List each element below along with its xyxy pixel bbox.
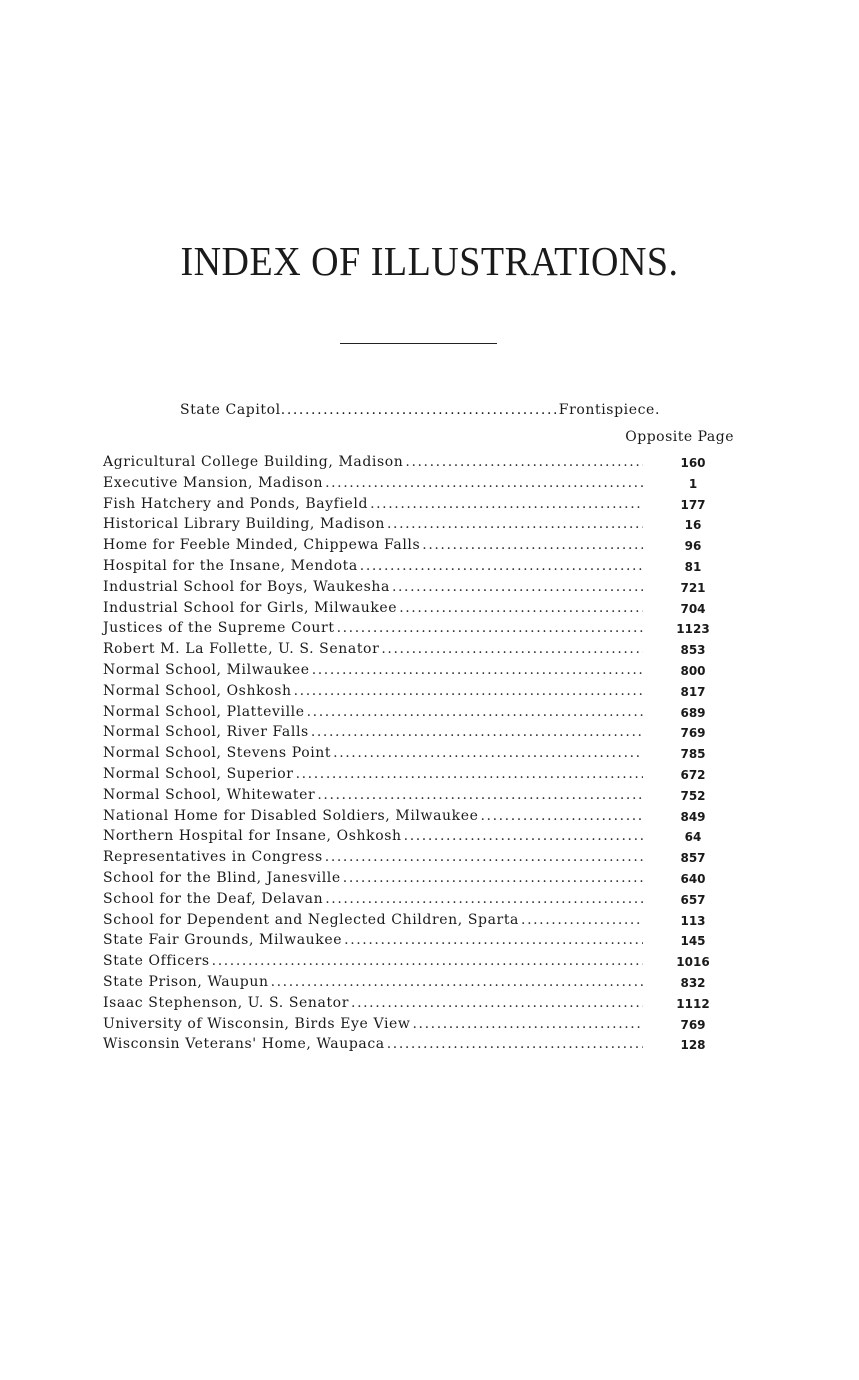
dot-leader <box>212 953 643 969</box>
index-entry <box>103 766 643 786</box>
index-entry <box>103 683 643 703</box>
entry-page-number: 849 <box>680 809 706 824</box>
dot-leader <box>344 932 643 948</box>
entry-label: Hospital for the Insane, Mendota <box>103 558 358 574</box>
dot-leader <box>387 1036 643 1052</box>
index-entry <box>103 891 643 911</box>
entry-label: School for Dependent and Neglected Children, Sparta <box>103 911 520 928</box>
dot-leader <box>480 808 643 824</box>
entry-label: Normal School, Oshkosh <box>103 682 292 699</box>
index-entry <box>103 662 643 682</box>
index-entry <box>103 516 643 536</box>
index-entry <box>103 995 643 1015</box>
index-entry <box>103 641 643 661</box>
entry-page-number: 689 <box>680 705 706 720</box>
dot-leader <box>351 995 643 1011</box>
title-divider <box>340 343 497 344</box>
entry-label: State Fair Grounds, Milwaukee <box>103 932 343 949</box>
entry-page-number: 1123 <box>676 622 710 637</box>
entry-label: Wisconsin Veterans' Home, Waupaca <box>103 1036 385 1053</box>
index-entry <box>103 537 643 557</box>
dot-leader <box>404 828 643 844</box>
entry-label: National Home for Disabled Soldiers, Milwaukee <box>103 807 479 824</box>
entry-label: State Prison, Waupun <box>103 974 269 990</box>
entry-page-number: 657 <box>680 892 706 907</box>
entry-label: Fish Hatchery and Ponds, Bayfield <box>103 495 369 512</box>
index-entry <box>103 828 643 848</box>
entry-label: Representatives in Congress <box>103 849 323 866</box>
dot-leader <box>325 891 643 907</box>
index-entry <box>103 953 643 973</box>
index-entry <box>103 808 643 828</box>
dot-leader <box>325 475 643 491</box>
frontispiece-entry <box>180 402 660 418</box>
dot-leader <box>381 641 643 657</box>
entry-page-number: 785 <box>680 747 706 762</box>
dot-leader <box>281 402 559 418</box>
entry-page-number: 769 <box>680 1017 706 1032</box>
dot-leader <box>333 745 643 761</box>
dot-leader <box>311 724 643 740</box>
dot-leader <box>294 683 643 699</box>
dot-leader <box>370 496 643 512</box>
frontispiece-value: Frontispiece. <box>558 402 660 418</box>
entry-page-number: 16 <box>684 518 702 533</box>
index-entry <box>103 974 643 994</box>
dot-leader <box>296 766 643 782</box>
index-entry <box>103 579 643 599</box>
column-header: Opposite Page <box>625 429 734 445</box>
entry-page-number: 857 <box>680 851 706 866</box>
index-entry <box>103 1036 643 1056</box>
entry-page-number: 800 <box>680 664 706 678</box>
index-entry <box>103 912 643 932</box>
entry-page-number: 1 <box>688 476 698 491</box>
entry-page-number: 96 <box>684 539 702 554</box>
entry-page-number: 832 <box>680 976 706 990</box>
index-entry <box>103 475 643 495</box>
dot-leader <box>337 620 643 636</box>
entry-page-number: 640 <box>680 872 706 886</box>
entry-page-number: 672 <box>680 768 706 782</box>
entry-page-number: 1112 <box>676 996 710 1011</box>
entry-label: Normal School, Stevens Point <box>103 745 332 762</box>
entry-label: School for the Deaf, Delavan <box>103 890 324 907</box>
entry-label: Home for Feeble Minded, Chippewa Falls <box>103 537 421 554</box>
entry-page-number: 853 <box>680 643 706 658</box>
entry-label: Industrial School for Girls, Milwaukee <box>103 599 398 616</box>
entry-label: Historical Library Building, Madison <box>103 516 385 533</box>
entry-label: Normal School, Whitewater <box>103 786 316 803</box>
dot-leader <box>413 1016 644 1032</box>
entry-page-number: 160 <box>680 456 706 470</box>
entry-page-number: 145 <box>680 934 706 949</box>
dot-leader <box>387 516 643 532</box>
index-entry <box>103 870 643 890</box>
entry-label: University of Wisconsin, Birds Eye View <box>103 1015 411 1032</box>
index-entry <box>103 600 643 620</box>
entry-label: Isaac Stephenson, U. S. Senator <box>103 994 350 1011</box>
entry-page-number: 113 <box>680 913 706 928</box>
entry-label: Normal School, Platteville <box>103 703 305 720</box>
entry-label: Northern Hospital for Insane, Oshkosh <box>103 828 402 845</box>
entry-page-number: 704 <box>680 601 706 616</box>
index-entry <box>103 745 643 765</box>
dot-leader <box>317 787 643 803</box>
dot-leader <box>392 579 643 595</box>
dot-leader <box>312 662 643 678</box>
index-entry <box>103 496 643 516</box>
page-title: INDEX OF ILLUSTRATIONS. <box>180 239 679 285</box>
entry-label: School for the Blind, Janesville <box>103 870 341 886</box>
frontispiece-label: State Capitol <box>180 402 281 418</box>
entry-page-number: 817 <box>680 684 706 699</box>
entry-label: Robert M. La Follette, U. S. Senator <box>103 641 380 658</box>
entry-page-number: 1016 <box>676 955 710 970</box>
entry-label: Executive Mansion, Madison <box>103 474 324 491</box>
entry-label: Normal School, River Falls <box>103 724 309 741</box>
entry-page-number: 64 <box>684 830 702 845</box>
entry-page-number: 721 <box>680 580 706 595</box>
dot-leader <box>360 558 643 574</box>
entry-label: Industrial School for Boys, Waukesha <box>103 578 390 595</box>
index-entry <box>103 849 643 869</box>
entry-label: Agricultural College Building, Madison <box>103 454 404 470</box>
entry-label: State Officers <box>103 953 210 970</box>
dot-leader <box>307 704 643 720</box>
index-entry <box>103 932 643 952</box>
entry-page-number: 752 <box>680 788 706 803</box>
index-entry <box>103 724 643 744</box>
entry-label: Normal School, Superior <box>103 766 294 782</box>
dot-leader <box>521 912 643 928</box>
index-entry <box>103 454 643 474</box>
index-entry <box>103 620 643 640</box>
index-entry <box>103 1016 643 1036</box>
entry-page-number: 128 <box>680 1038 706 1053</box>
index-entry <box>103 558 643 578</box>
entry-page-number: 81 <box>684 560 702 574</box>
entry-page-number: 769 <box>680 726 706 741</box>
dot-leader <box>422 537 643 553</box>
index-entry <box>103 787 643 807</box>
dot-leader <box>405 454 643 470</box>
entry-label: Normal School, Milwaukee <box>103 662 310 678</box>
dot-leader <box>343 870 643 886</box>
dot-leader <box>325 849 643 865</box>
dot-leader <box>399 600 643 616</box>
entry-label: Justices of the Supreme Court <box>103 620 335 637</box>
entry-page-number: 177 <box>680 497 706 512</box>
index-entry <box>103 704 643 724</box>
dot-leader <box>271 974 643 990</box>
